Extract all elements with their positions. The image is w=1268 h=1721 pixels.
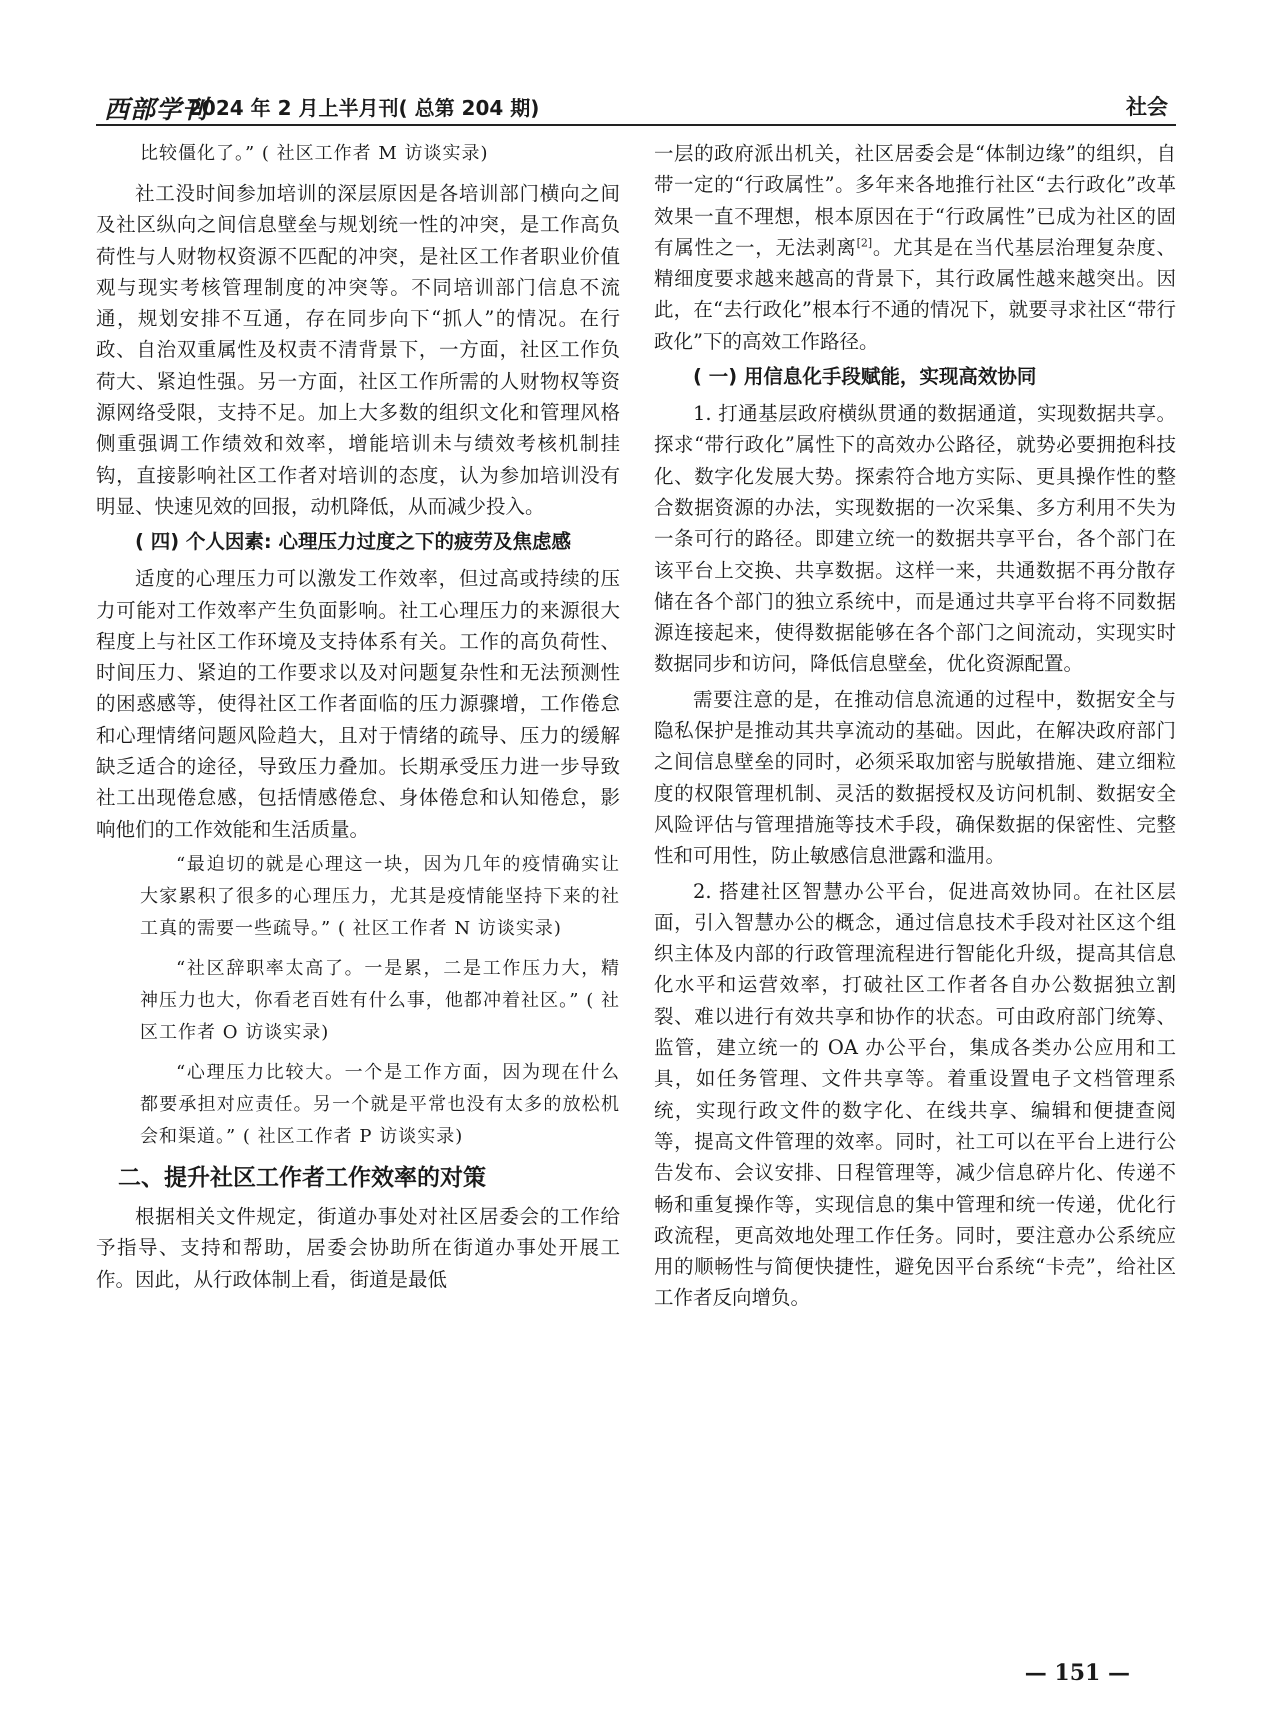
subsection-heading: ( 一) 用信息化手段赋能，实现高效协同: [693, 365, 1037, 389]
body-paragraph-continued: [654, 138, 1176, 357]
paragraph-text: 一层的政府派出机关，社区居委会是“体制边缘”的组织，自带一定的“行政属性”。多年来各地推行社区“去行政化”改革效果一直不理想，根本原因在于“行政属性”已成为社区的固有属性之一，无法剥离: [654, 142, 1176, 259]
left-column: [96, 138, 620, 1618]
quote-continuation: 比较僵化了。” ( 社区工作者 M 访谈实录): [140, 143, 489, 164]
paragraph-text: 。尤其是在当代基层治理复杂度、精细度要求越来越高的背景下，其行政属性越来越突出。因此，在“去行政化”根本行不通的情况下，就要寻求社区“带行政化”下的高效工作路径。: [654, 235, 1176, 353]
body-paragraph: 适度的心理压力可以激发工作效率，但过高或持续的压力可能对工作效率产生负面影响。社工心理压力的来源很大程度上与社区工作环境及支持体系有关。工作的高负荷性、时间压力、紧迫的工作要求以及对问题复杂性和无法预测性的困惑感等，使得社区工作者面临的压力源骤增，工作倦怠和心理情绪问题风险趋大，且对于情绪的疏导、压力的缓解缺乏适合的途径，导致压力叠加。长期承受压力进一步导致社工出现倦怠感，包括情感倦怠、身体倦怠和认知倦怠，影响他们的工作效能和生活质量。: [96, 567, 620, 841]
right-column: [654, 138, 1176, 1618]
running-header: [96, 86, 1176, 126]
interview-quote: “社区辞职率太高了。一是累，二是工作压力大，精神压力也大，你看老百姓有什么事，他都冲着社区。” ( 社区工作者 O 访谈实录): [140, 957, 620, 1043]
interview-quote: “最迫切的就是心理这一块，因为几年的疫情确实让大家累积了很多的心理压力，尤其是疫情能坚持下来的社工真的需要一些疏导。” ( 社区工作者 N 访谈实录): [140, 853, 620, 939]
issue-info: 2024 年 2 月上半月刊( 总第 204 期): [188, 96, 540, 120]
body-paragraph: 根据相关文件规定，街道办事处对社区居委会的工作给予指导、支持和帮助，居委会协助所在街道办事处开展工作。因此，从行政体制上看，街道是最低: [96, 1204, 620, 1291]
body-paragraph: 2. 搭建社区智慧办公平台，促进高效协同。在社区层面，引入智慧办公的概念，通过信息技术手段对社区这个组织主体及内部的行政管理流程进行智能化升级，提高其信息化水平和运营效率，打破社区工作者各自办公数据独立割裂、难以进行有效共享和协作的状态。可由政府部门统筹、监管，建立统一的 OA 办公平台，集成各类办公应用和工具，如任务管理、文件共享等。着重设置电子文档管理系统，实现行政文件的数字化、在线共享、编辑和便捷查阅等，提高文件管理的效率。同时，社工可以在平台上进行公告发布、会议安排、日程管理等，减少信息碎片化、传递不畅和重复操作等，实现信息的集中管理和统一传递，优化行政流程，更高效地处理工作任务。同时，要注意办公系统应用的顺畅性与简便快捷性，避免因平台系统“卡壳”，给社区工作者反向增负。: [654, 879, 1176, 1310]
citation-marker: [2]: [856, 236, 873, 250]
interview-quote: “心理压力比较大。一个是工作方面，因为现在什么都要承担对应责任。另一个就是平常也没有太多的放松机会和渠道。” ( 社区工作者 P 访谈实录): [140, 1061, 620, 1147]
section-heading: 二、提升社区工作者工作效率的对策: [118, 1164, 486, 1191]
section-label: 社会: [1126, 95, 1168, 119]
body-paragraph: 需要注意的是，在推动信息流通的过程中，数据安全与隐私保护是推动其共享流动的基础。因此，在解决政府部门之间信息壁垒的同时，必须采取加密与脱敏措施、建立细粒度的权限管理机制、灵活的数据授权及访问机制、数据安全风险评估与管理措施等技术手段，确保数据的保密性、完整性和可用性，防止敏感信息泄露和滥用。: [654, 687, 1176, 868]
header-rule: [96, 124, 1176, 126]
subsection-heading: ( 四) 个人因素: 心理压力过度之下的疲劳及焦虑感: [135, 530, 571, 554]
page-number: — 151 —: [1024, 1660, 1130, 1686]
journal-logo: 西部学刊: [104, 95, 209, 124]
body-paragraph: 社工没时间参加培训的深层原因是各培训部门横向之间及社区纵向之间信息壁垒与规划统一性的冲突，是工作高负荷性与人财物权资源不匹配的冲突，是社区工作者职业价值观与现实考核管理制度的冲突等。不同培训部门信息不流通，规划安排不互通，存在同步向下“抓人”的情况。在行政、自治双重属性及权责不清背景下，一方面，社区工作负荷大、紧迫性强。另一方面，社区工作所需的人财物权等资源网络受限，支持不足。加上大多数的组织文化和管理风格侧重强调工作绩效和效率，增能培训未与绩效考核机制挂钩，直接影响社区工作者对培训的态度，认为参加培训没有明显、快速见效的回报，动机降低，从而减少投入。: [96, 182, 620, 518]
body-paragraph: 1. 打通基层政府横纵贯通的数据通道，实现数据共享。探求“带行政化”属性下的高效办公路径，就势必要拥抱科技化、数字化发展大势。探索符合地方实际、更具操作性的整合数据资源的办法，实现数据的一次采集、多方利用不失为一条可行的路径。即建立统一的数据共享平台，各个部门在该平台上交换、共享数据。这样一来，共通数据不再分散存储在各个部门的独立系统中，而是通过共享平台将不同数据源连接起来，使得数据能够在各个部门之间流动，实现实时数据同步和访问，降低信息壁垒，优化资源配置。: [654, 402, 1176, 676]
